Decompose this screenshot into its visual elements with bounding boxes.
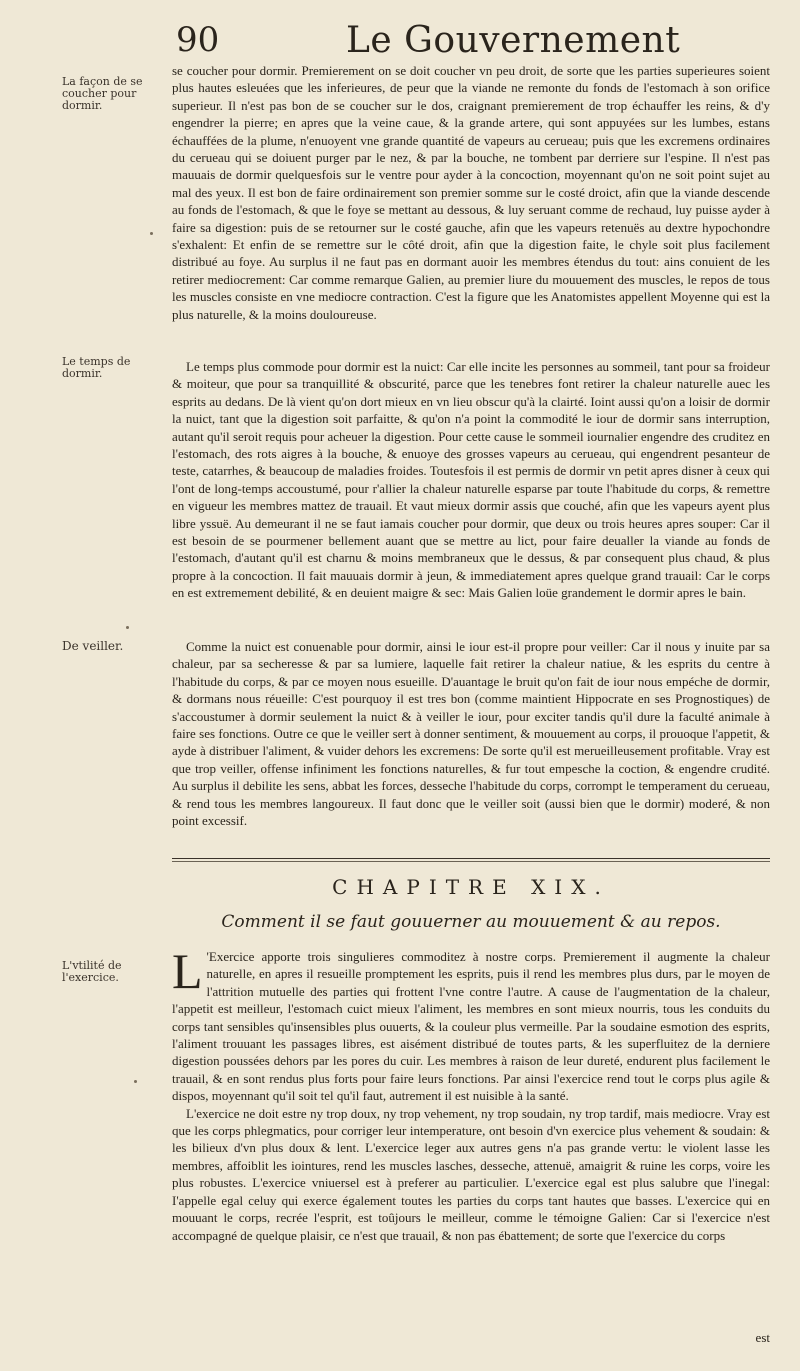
paragraph-text: Comme la nuict est conuenable pour dormir, ainsi le iour est-il propre pour veiller: Car il nous y inuite par sa chaleur, par sa secheresse & par sa lumiere, laquelle fait retirer la chaleur natiue, & les esprits du centre à l'habitude du corps, & par ce moyen nous esueille. D'auantage le bruit qu'on fait de iour nous empéche de dormir, & dormans nous réueille: C'est pourquoy il est tres bon (comme maintient Hippocrate en ses Prognostiques) de s'accoustumer à dormir seulement la nuict & à veiller le iour, pour exciter tandis qu'il dure la faculté animale à faire ses fonctions. Outre ce que le veiller sert à donner sentiment, & mouuement au corps, il prouoque l'appetit, & ayde à distribuer l'aliment, & vuider dehors les excremens: De sorte qu'il est merueilleusement profitable. Vray est que trop veiller, offense infiniment les fonctions naturelles, & fur tout empesche la coction, & engendre crudité. Au surplus il debilite les sens, abbat les forces, desseche l'habitude du corps, corrompt le temperament du cerueau, & rend tous les membres langoureux. Il faut donc que le veiller soit (aussi bien que le dormir) moderé, & non point excessif. [172, 639, 770, 829]
margin-note-sleep-position: La façon de se coucher pour dormir. [62, 75, 143, 112]
catchword: est [755, 1330, 770, 1345]
chapter-divider [172, 858, 770, 859]
paragraph-exercise-measure: L'exercice ne doit estre ny trop doux, ny trop vehement, ny trop soudain, ny trop tardif, mais mediocre. Vray est que les corps phlegmatics, pour corriger leur intemperature, ont besoin d'vn exercice plus vehement & soudain: & les bilieux d'vn plus doux & lent. L'exercice leger aux autres gens n'a pas grande vertu: le violent lasse les membres, affoiblit les iointures, rend les muscles lasches, desseche, attenuë, amaigrit & ruine les corps, voire les plus robustes. L'exercice vniuersel est à preferer au particulier. L'exercice egal est plus salubre que l'inegal: I'appelle egal celuy qui exerce également toutes les parties du corps tant hautes que basses. L'exercice qui en mouuant le corps, recrée l'esprit, est toûjours le meilleur, comme le témoigne Galien: Car si l'exercice n'est accompagné de quelque plaisir, ce n'est que trauail, & non pas ébattement; de sorte que l'exercice du corps [172, 1105, 770, 1243]
page-number: 90 [176, 20, 220, 60]
drop-cap: L [172, 943, 203, 999]
paragraph-text: 'Exercice apporte trois singulieres commoditez à nostre corps. Premierement il augmente la chaleur naturelle, en apres il resueille promptement les esprits, puis il rend les membres plus durs, par le moyen de l'attrition mutuelle des parties qui frottent l'vne contre l'autre. A cause de l'augmentation de la chaleur, l'appetit est meilleur, l'estomach cuict mieux l'aliment, les membres en sont mieux nourris, tous les conduits du corps tant sensibles qu'insensibles plus ouuerts, & la couleur plus vermeille. Par la soudaine esmotion des esprits, l'aliment trouuant les passages libres, est aisément distribué de toutes parts, & les superfluitez de la derniere digestion poussées dehors par les pores du cuir. Les membres à raison de leur dureté, endurent plus facilement le trauail, & en sont rendus plus forts pour faire leurs fonctions. Par ainsi l'exercice rend tout le corps plus agile & dispos, moyennant qu'il soit tel qu'il faut, autrement il est nuisible à la santé. [172, 949, 770, 1104]
paper-speck [150, 232, 153, 235]
margin-note-exercise: L'vtilité de l'exercice. [62, 959, 122, 984]
page-header [168, 18, 778, 64]
chapter-subtitle: Comment il se faut gouuerner au mouuement & au repos. [221, 912, 721, 932]
paragraph-sleep-time [172, 358, 770, 602]
paragraph-sleep-position [172, 62, 770, 323]
running-head: Le Gouvernement [346, 20, 681, 61]
chapter-title: CHAPITRE XIX. [332, 875, 610, 899]
margin-note-waking: De veiller. [62, 639, 124, 653]
paragraph-waking [172, 638, 770, 829]
paragraph-text: se coucher pour dormir. Premierement on se doit coucher vn peu droit, de sorte que les parties superieures soient plus hautes esleuées que les inferieures, de peur que la viande ne remonte du fonds de l'estomach à son orifice superieur. Il n'est pas bon de se coucher sur le dos, craignant premierement de trop échauffer les reins, & d'y engendrer la pierre; en apres que la veine caue, & la grande artere, qui sont appuyées sur les lumbes, estans échauffées de la plume, n'enuoyent vne grande quantité de vapeurs au cerueau; puis que les excremens ordinaires du cerueau qui se doiuent purger par le nez, & par la bouche, ne tombent par derriere sur l'espine. Il n'est pas mauuais de dormir quelquesfois sur le ventre pour ayder à la concoction, moyennant qu'on ne soit point sujet au mal des yeux. Il est bon de faire ordinairement son premier somme sur le costé droict, afin que la viande descende au fonds de l'estomach, & que le foye se mettant au dessous, & luy seruant comme de rechaud, luy puisse ayder à faire sa digestion: puis de se retourner sur le costé gauche, afin que les vapeurs retenuës au dextre hypochondre s'exhalent: Et enfin de se remettre sur le côté droit, afin que la digestion faite, le chyle soit plus facilement distribué au foye. Au surplus il ne faut pas en dormant auoir les membres étendus du tout: ains conuient de les retirer mediocrement: Car comme remarque Galien, au premier liure du mouuement des muscles, le repos de tous les muscles consiste en vne mediocre contraction. C'est la figure que les Anatomistes appellent Moyenne qui est la plus naturelle, & la moins douloureuse. [172, 63, 770, 322]
paper-speck [126, 626, 129, 629]
paper-speck [134, 1080, 137, 1083]
paragraph-exercise-utility [172, 943, 770, 1244]
paragraph-text: Le temps plus commode pour dormir est la nuict: Car elle incite les personnes au sommeil, tant pour sa froideur & moiteur, que pour sa tranquillité & obscurité, parce que les tenebres font retirer la chaleur naturelle auec les esprits au dedans. De là vient qu'on dort mieux en vn lieu obscur qu'à la clairté. Ioint aussi qu'on a loisir de dormir la nuict, tant que la digestion soit parfaitte, & qu'on n'a point la commodité le iour de dormir sans interruption, autant qu'il seroit requis pour acheuer la digestion. Pour cette cause le sommeil iournalier engendre des cruditez en l'estomach, des rots aigres à la bouche, & enuoye des grosses vapeurs au cerueau, qui engendrent pesanteur de teste, catarrhes, & beaucoup de maladies froides. Toutesfois il est permis de dormir vn petit apres disner à ceux qui l'ont de long-temps accoustumé, pour r'allier la chaleur naturelle esparse par toute l'habitude du corps, & remettre en vigueur les membres mattez de trauail. Et vaut mieux dormir assis que couché, afin que les vapeurs ayent plus libre yssuë. Au demeurant il ne se faut iamais coucher pour dormir, que deux ou trois heures apres souper: Car il est besoin de se pourmener bellement auant que se mettre au lict, pour faire deualler la viande au fonds de l'estomach, d'autant qu'il est charnu & moins membraneux que le dessus, & par consequent plus chaud, & plus propre à la concoction. Il fait mauuais dormir à jeun, & immediatement apres quelque grand trauail: Car le corps en est extremement debilité, & en deuient maigre & sec: Mais Galien loüe grandement le dormir apres le bain. [172, 359, 770, 601]
margin-note-sleep-time: Le temps de dormir. [62, 355, 131, 380]
